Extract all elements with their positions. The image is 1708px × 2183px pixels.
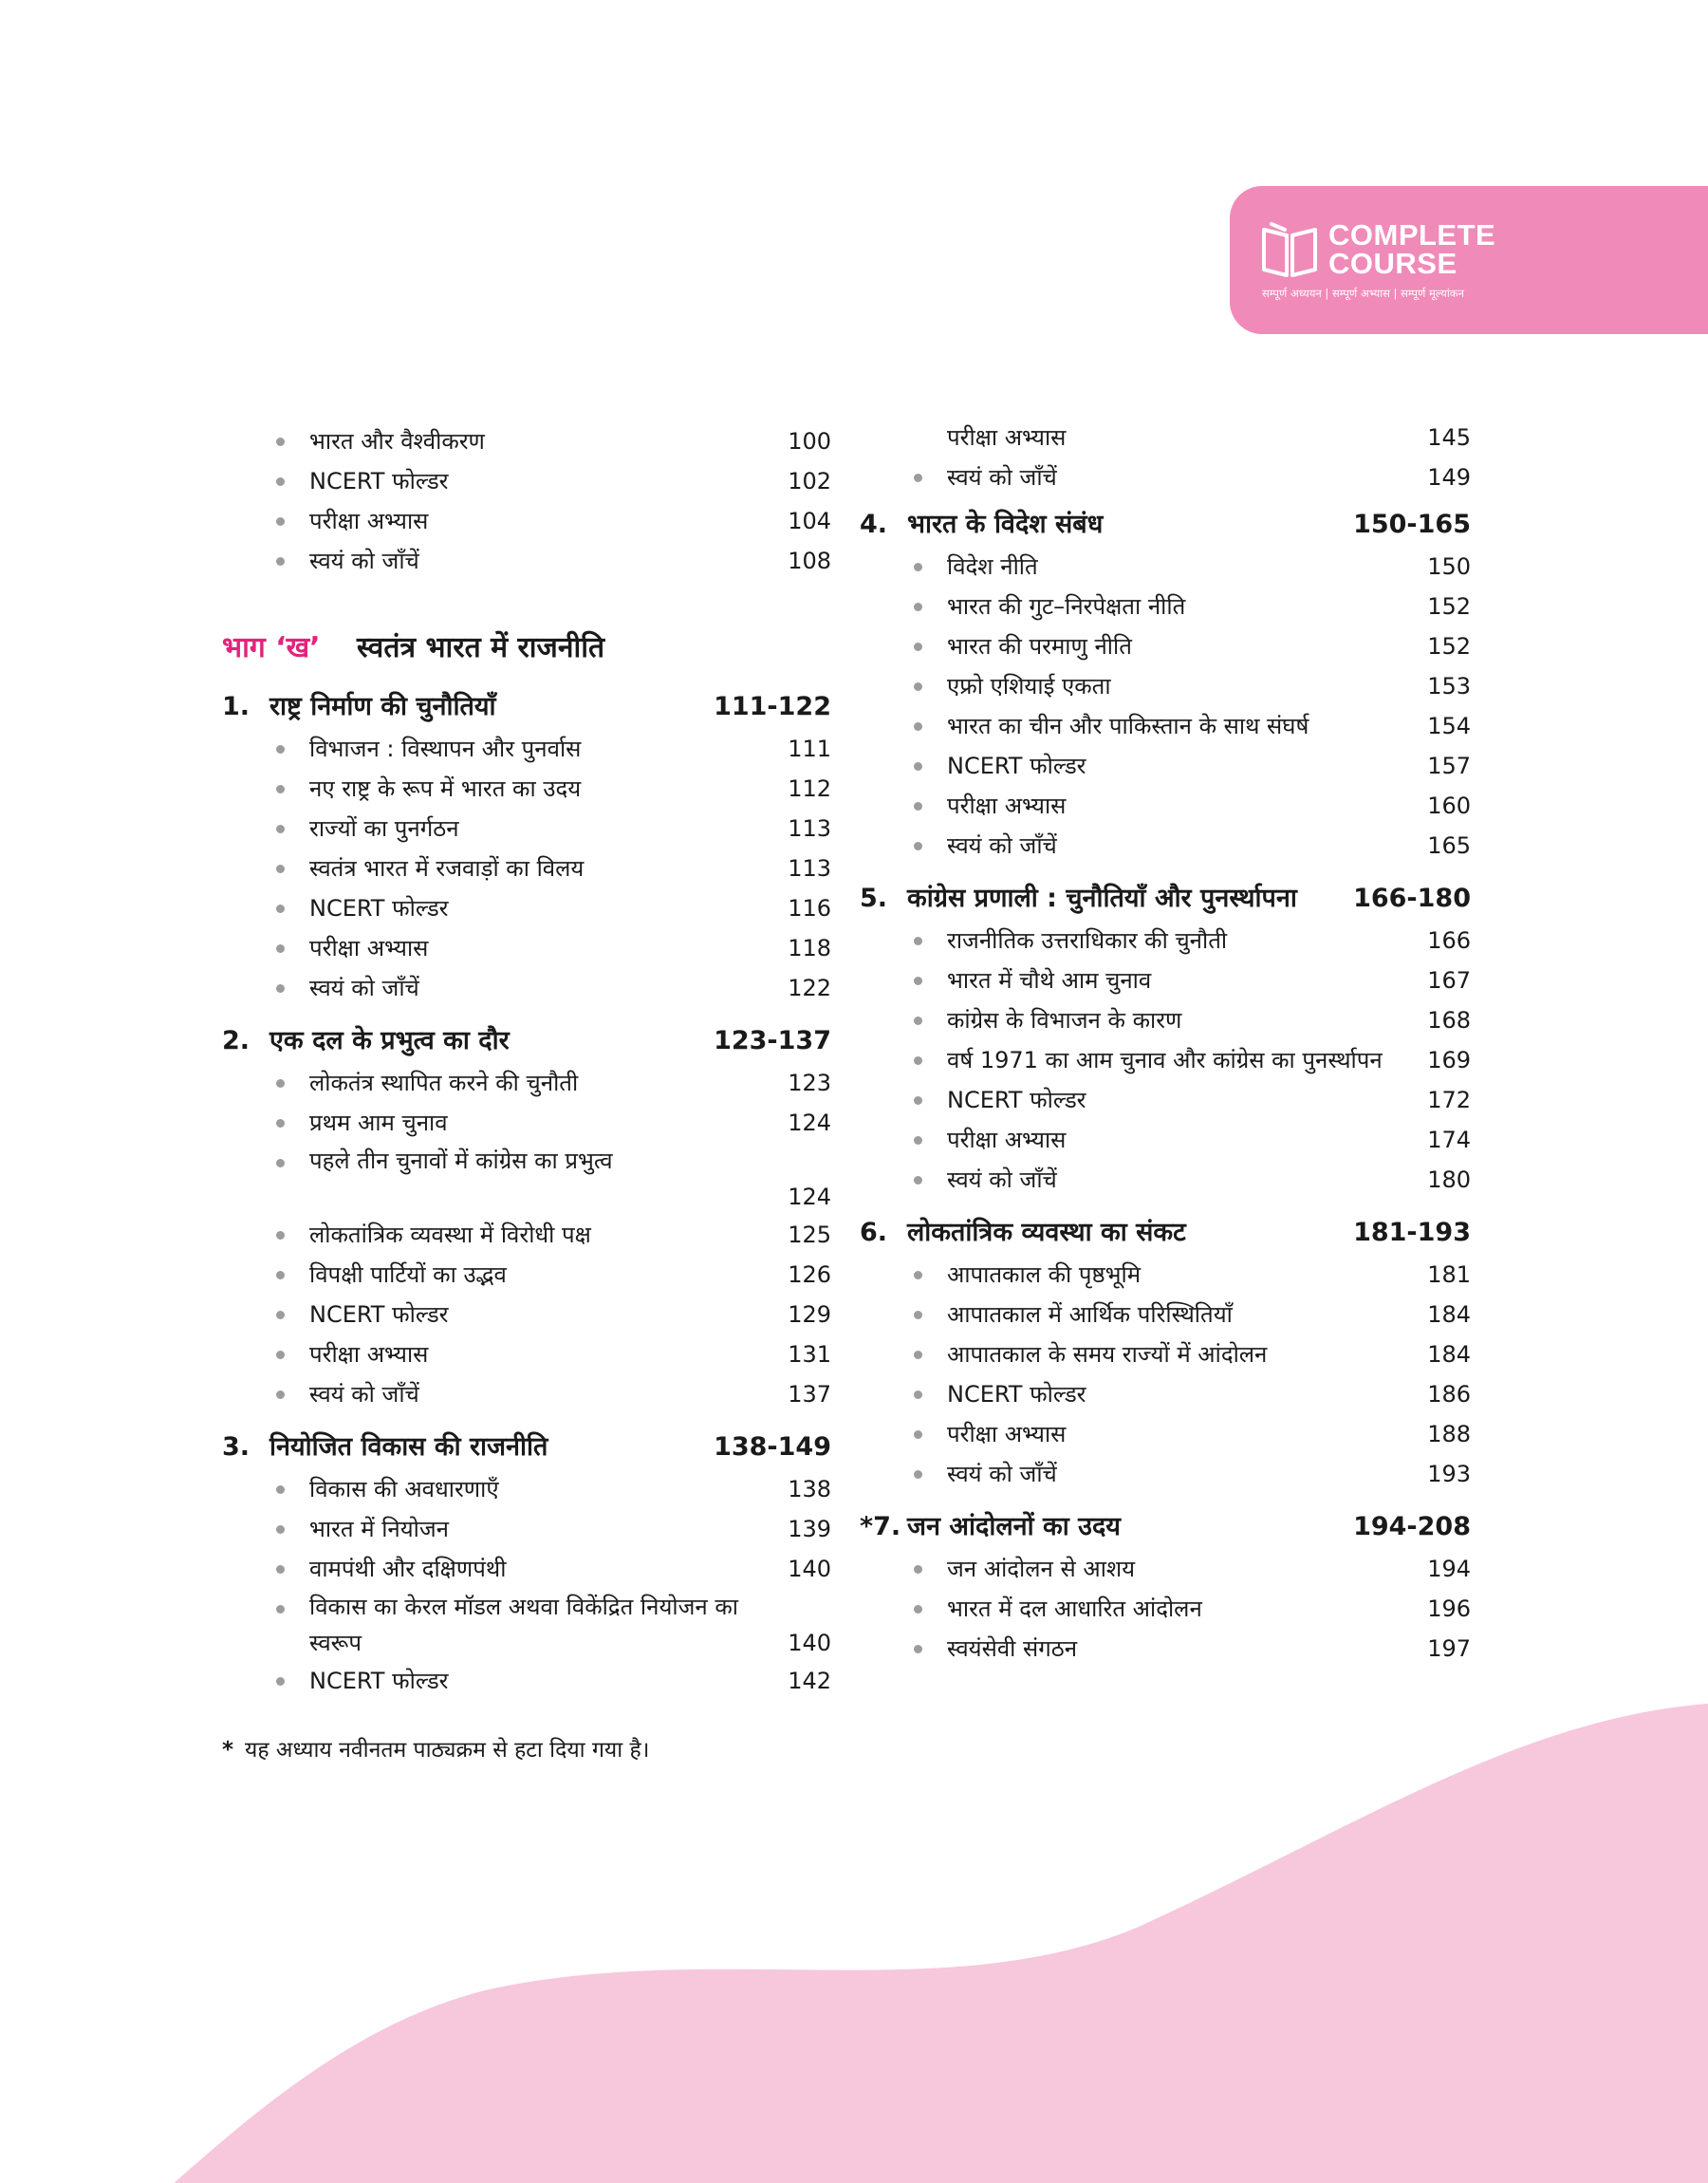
toc-entry[interactable] [860, 1589, 1471, 1629]
bullet-icon [914, 762, 922, 771]
toc-entry[interactable] [860, 921, 1471, 961]
toc-entry[interactable] [222, 849, 831, 888]
chapter-title: एक दल के प्रभुत्व का दौर [269, 1026, 510, 1055]
toc-entry[interactable] [222, 888, 831, 928]
toc-entry-page: 174 [1427, 1127, 1471, 1153]
toc-entry-label: विभाजन : विस्थापन और पुनर्वास [309, 736, 582, 762]
toc-entry-page: 111 [788, 736, 831, 762]
toc-entry-label: NCERT फोल्डर [947, 1381, 1086, 1408]
toc-entry[interactable] [222, 1549, 831, 1589]
bullet-icon [914, 937, 922, 945]
toc-entry[interactable] [222, 729, 831, 769]
toc-entry-label: NCERT फोल्डर [947, 1087, 1086, 1113]
toc-entry[interactable] [860, 1334, 1471, 1374]
complete-course-logo [1230, 186, 1708, 334]
toc-entry-page: 169 [1427, 1047, 1471, 1073]
toc-entry[interactable] [222, 1295, 831, 1334]
chapter-page-range: 111-122 [714, 692, 831, 721]
toc-entry-page: 142 [788, 1668, 831, 1694]
toc-entry-page: 123 [788, 1070, 831, 1096]
bullet-icon [914, 1351, 922, 1359]
toc-entry[interactable] [222, 461, 831, 501]
toc-entry-label: स्वतंत्र भारत में रजवाड़ों का विलय [309, 855, 585, 882]
toc-entry[interactable] [222, 541, 831, 581]
toc-entry-page: 160 [1427, 793, 1471, 819]
chapter-number: 1. [222, 692, 251, 721]
toc-entry-page: 181 [1427, 1261, 1471, 1288]
open-book-icon [1260, 220, 1319, 277]
bullet-icon [914, 682, 922, 691]
toc-entry[interactable] [860, 1255, 1471, 1295]
bullet-icon [276, 1390, 285, 1399]
chapter-title: लोकतांत्रिक व्यवस्था का संकट [907, 1218, 1186, 1247]
toc-entry-label: स्वयं को जाँचें [947, 832, 1057, 859]
bullet-icon [276, 865, 285, 873]
bullet-icon [276, 944, 285, 953]
bullet-icon [914, 1176, 922, 1185]
section-title: स्वतंत्र भारत में राजनीति [357, 631, 605, 664]
chapter-page-range: 150-165 [1353, 510, 1471, 539]
toc-entry-label: भारत में नियोजन [309, 1516, 449, 1542]
toc-entry-page: 126 [788, 1261, 831, 1288]
section-part-label: भाग ‘ख’ [222, 631, 321, 664]
bullet-icon [914, 603, 922, 611]
toc-entry-label: स्वयं को जाँचें [947, 464, 1057, 491]
bullet-icon [276, 1525, 285, 1534]
bullet-icon [276, 1119, 285, 1128]
chapter-title: राष्ट्र निर्माण की चुनौतियाँ [269, 692, 496, 721]
bullet-icon [276, 1159, 285, 1167]
toc-entry[interactable] [222, 1063, 831, 1103]
toc-entry-page: 122 [788, 975, 831, 1001]
toc-entry[interactable] [860, 1040, 1471, 1080]
toc-entry[interactable] [222, 1589, 831, 1661]
toc-entry-label: भारत की परमाणु नीति [947, 633, 1132, 660]
toc-entry-label: लोकतंत्र स्थापित करने की चुनौती [309, 1070, 579, 1096]
bullet-icon [276, 477, 285, 486]
bullet-icon [914, 1645, 922, 1653]
chapter-heading[interactable] [860, 1211, 1471, 1255]
toc-entry-label: परीक्षा अभ्यास [947, 793, 1067, 819]
chapter-page-range: 138-149 [714, 1432, 831, 1462]
toc-entry[interactable] [860, 418, 1471, 457]
toc-entry-label: प्रथम आम चुनाव [309, 1110, 448, 1136]
bullet-icon [276, 1485, 285, 1494]
toc-entry[interactable] [222, 1215, 831, 1255]
toc-entry-label: आपातकाल में आर्थिक परिस्थितियाँ [947, 1301, 1233, 1328]
toc-entry-page: 152 [1427, 633, 1471, 660]
footnote-text: यह अध्याय नवीनतम पाठ्यक्रम से हटा दिया गया है। [245, 1738, 650, 1763]
bullet-icon [914, 563, 922, 571]
bullet-icon [276, 1605, 285, 1614]
toc-entry-page: 194 [1427, 1556, 1471, 1582]
bullet-icon [914, 1605, 922, 1614]
toc-entry-page: 125 [788, 1222, 831, 1248]
toc-entry[interactable] [860, 457, 1471, 497]
toc-entry-page: 138 [788, 1476, 831, 1502]
toc-entry-label: NCERT फोल्डर [309, 468, 449, 494]
toc-entry[interactable] [860, 587, 1471, 626]
logo-line-2: COURSE [1328, 247, 1457, 280]
toc-entry-page: 166 [1427, 927, 1471, 954]
bullet-icon [914, 1430, 922, 1439]
toc-entry-page: 102 [788, 468, 831, 494]
toc-entry-page: 193 [1427, 1461, 1471, 1487]
chapter-number: 2. [222, 1026, 251, 1055]
toc-entry[interactable] [222, 421, 831, 461]
bullet-icon [276, 1311, 285, 1319]
chapter-page-range: 181-193 [1353, 1218, 1471, 1247]
toc-entry-page: 124 [788, 1110, 831, 1136]
toc-entry-page: 196 [1427, 1595, 1471, 1622]
bullet-icon [914, 474, 922, 482]
bullet-icon [276, 1677, 285, 1686]
bullet-icon [276, 785, 285, 793]
toc-entry-page: 140 [788, 1630, 831, 1656]
toc-entry-label: आपातकाल के समय राज्यों में आंदोलन [947, 1341, 1268, 1368]
toc-entry-label: NCERT फोल्डर [947, 753, 1086, 779]
toc-entry-page: 172 [1427, 1087, 1471, 1113]
toc-entry-page: 116 [788, 895, 831, 922]
bullet-icon [914, 1565, 922, 1574]
toc-entry-label: विकास का केरल मॉडल अथवा विकेंद्रित नियोजन का स्वरूप [309, 1594, 738, 1656]
toc-entry-label: भारत में चौथे आम चुनाव [947, 967, 1152, 994]
toc-entry-label: कांग्रेस के विभाजन के कारण [947, 1007, 1182, 1034]
bullet-icon [914, 1096, 922, 1105]
bullet-icon [276, 984, 285, 993]
toc-entry[interactable] [860, 666, 1471, 706]
toc-entry-page: 124 [788, 1184, 831, 1210]
toc-entry-label: NCERT फोल्डर [309, 1301, 449, 1328]
toc-entry[interactable] [860, 1414, 1471, 1454]
toc-entry-page: 184 [1427, 1341, 1471, 1368]
toc-entry-label: स्वयं को जाँचें [947, 1166, 1057, 1193]
chapter-number: 6. [860, 1218, 888, 1247]
toc-right-column [860, 418, 1471, 1669]
bullet-icon [276, 1231, 285, 1240]
toc-entry-page: 118 [788, 935, 831, 961]
toc-entry[interactable] [222, 1255, 831, 1295]
toc-entry-label: परीक्षा अभ्यास [947, 1421, 1067, 1447]
toc-entry-label: जन आंदोलन से आशय [947, 1556, 1136, 1582]
toc-entry-page: 131 [788, 1341, 831, 1368]
toc-entry[interactable] [860, 547, 1471, 587]
bullet-icon [276, 557, 285, 566]
toc-entry[interactable] [860, 706, 1471, 746]
toc-entry-page: 188 [1427, 1421, 1471, 1447]
bullet-icon [276, 1271, 285, 1279]
toc-entry-page: 104 [788, 508, 831, 534]
toc-entry-label: भारत का चीन और पाकिस्तान के साथ संघर्ष [947, 713, 1309, 739]
chapter-title: नियोजित विकास की राजनीति [269, 1432, 548, 1462]
toc-entry[interactable] [860, 1120, 1471, 1160]
toc-entry-label: परीक्षा अभ्यास [309, 935, 429, 961]
toc-entry-page: 197 [1427, 1635, 1471, 1662]
toc-entry-page: 168 [1427, 1007, 1471, 1034]
toc-entry-page: 157 [1427, 753, 1471, 779]
toc-entry-page: 152 [1427, 593, 1471, 620]
toc-entry[interactable] [222, 809, 831, 849]
toc-entry[interactable] [860, 1549, 1471, 1589]
toc-entry[interactable] [860, 1000, 1471, 1040]
bullet-icon [276, 905, 285, 913]
toc-entry-page: 184 [1427, 1301, 1471, 1328]
bullet-icon [276, 517, 285, 526]
chapter-page-range: 123-137 [714, 1026, 831, 1055]
toc-entry[interactable] [222, 1469, 831, 1509]
toc-entry-label: भारत में दल आधारित आंदोलन [947, 1595, 1202, 1622]
chapter-number: 4. [860, 510, 888, 539]
toc-entry-label: भारत की गुट–निरपेक्षता नीति [947, 593, 1186, 620]
toc-entry-label: राज्यों का पुनर्गठन [309, 815, 459, 842]
toc-entry-page: 186 [1427, 1381, 1471, 1408]
logo-tagline: सम्पूर्ण अध्ययन | सम्पूर्ण अभ्यास | सम्पूर्ण मूल्यांकन [1262, 287, 1465, 300]
toc-entry-page: 165 [1427, 832, 1471, 859]
bullet-icon [914, 1390, 922, 1399]
bullet-icon [276, 1351, 285, 1359]
bullet-icon [914, 977, 922, 985]
chapter-heading[interactable] [222, 1019, 831, 1063]
toc-entry[interactable] [860, 826, 1471, 866]
toc-entry-page: 154 [1427, 713, 1471, 739]
toc-entry-label: भारत और वैश्वीकरण [309, 428, 485, 455]
toc-entry[interactable] [860, 1295, 1471, 1334]
toc-entry[interactable] [222, 1334, 831, 1374]
toc-entry-label: विकास की अवधारणाएँ [309, 1476, 499, 1502]
bullet-icon [276, 745, 285, 754]
bullet-icon [914, 1136, 922, 1145]
toc-entry[interactable] [222, 928, 831, 968]
toc-entry-label: NCERT फोल्डर [309, 895, 449, 922]
footnote-mark: * [222, 1738, 234, 1763]
toc-entry[interactable] [222, 1509, 831, 1549]
bullet-icon [914, 1271, 922, 1279]
toc-entry-label: पहले तीन चुनावों में कांग्रेस का प्रभुत्व [309, 1147, 613, 1174]
toc-entry-label: परीक्षा अभ्यास [947, 424, 1067, 451]
toc-entry-label: विपक्षी पार्टियों का उद्भव [309, 1261, 507, 1288]
toc-entry-label: NCERT फोल्डर [309, 1668, 449, 1694]
footnote [222, 1733, 649, 1763]
bullet-icon [276, 438, 285, 446]
toc-entry-label: आपातकाल की पृष्ठभूमि [947, 1261, 1142, 1288]
toc-entry[interactable] [222, 769, 831, 809]
toc-entry-page: 113 [788, 855, 831, 882]
bullet-icon [914, 842, 922, 850]
chapter-heading[interactable] [860, 877, 1471, 921]
toc-entry-label: परीक्षा अभ्यास [309, 508, 429, 534]
toc-entry[interactable] [222, 501, 831, 541]
toc-entry-page: 167 [1427, 967, 1471, 994]
chapter-page-range: 166-180 [1353, 884, 1471, 913]
toc-entry-label: विदेश नीति [947, 553, 1038, 580]
toc-entry[interactable] [860, 626, 1471, 666]
toc-entry-label: स्वयंसेवी संगठन [947, 1635, 1078, 1662]
toc-entry[interactable] [222, 968, 831, 1008]
bullet-icon [914, 1311, 922, 1319]
toc-entry-page: 113 [788, 815, 831, 842]
bullet-icon [914, 802, 922, 811]
toc-entry[interactable] [860, 1080, 1471, 1120]
toc-entry-page: 149 [1427, 464, 1471, 491]
toc-entry-page: 100 [788, 428, 831, 455]
bullet-icon [914, 1017, 922, 1025]
toc-entry-label: वामपंथी और दक्षिणपंथी [309, 1556, 507, 1582]
toc-entry-page: 137 [788, 1381, 831, 1408]
toc-entry[interactable] [860, 1629, 1471, 1669]
chapter-heading[interactable] [860, 1505, 1471, 1549]
toc-entry-page: 180 [1427, 1166, 1471, 1193]
toc-left-column [222, 421, 831, 1701]
bullet-icon [276, 1565, 285, 1574]
toc-entry[interactable] [222, 1103, 831, 1143]
chapter-number: 5. [860, 884, 888, 913]
toc-entry-label: स्वयं को जाँचें [309, 1381, 419, 1408]
toc-entry-label: परीक्षा अभ्यास [309, 1341, 429, 1368]
bullet-icon [914, 1470, 922, 1479]
chapter-title: भारत के विदेश संबंध [907, 510, 1104, 539]
chapter-page-range: 194-208 [1353, 1512, 1471, 1541]
toc-entry-label: राजनीतिक उत्तराधिकार की चुनौती [947, 927, 1228, 954]
chapter-heading[interactable] [860, 503, 1471, 547]
chapter-title: कांग्रेस प्रणाली : चुनौतियाँ और पुनर्स्थापना [907, 884, 1297, 913]
toc-entry[interactable] [222, 1143, 831, 1215]
toc-entry-page: 145 [1427, 424, 1471, 451]
toc-entry-page: 139 [788, 1516, 831, 1542]
toc-entry[interactable] [222, 1374, 831, 1414]
logo-line-1: COMPLETE [1328, 218, 1496, 252]
toc-entry[interactable] [222, 1661, 831, 1701]
toc-entry-label: स्वयं को जाँचें [309, 548, 419, 574]
bullet-icon [914, 722, 922, 731]
chapter-heading[interactable] [222, 685, 831, 729]
chapter-heading[interactable] [222, 1426, 831, 1469]
bullet-icon [914, 643, 922, 651]
toc-entry-label: स्वयं को जाँचें [947, 1461, 1057, 1487]
toc-entry[interactable] [860, 746, 1471, 786]
section-heading [222, 621, 831, 680]
bullet-icon [276, 825, 285, 833]
toc-entry-page: 153 [1427, 673, 1471, 700]
toc-entry[interactable] [860, 961, 1471, 1000]
toc-entry-page: 129 [788, 1301, 831, 1328]
toc-entry-label: लोकतांत्रिक व्यवस्था में विरोधी पक्ष [309, 1222, 591, 1248]
toc-entry[interactable] [860, 786, 1471, 826]
toc-entry-label: परीक्षा अभ्यास [947, 1127, 1067, 1153]
bullet-icon [276, 1079, 285, 1088]
toc-entry-label: एफ्रो एशियाई एकता [947, 673, 1111, 700]
chapter-title: जन आंदोलनों का उदय [907, 1512, 1121, 1541]
toc-entry-page: 140 [788, 1556, 831, 1582]
bullet-icon [914, 1056, 922, 1065]
toc-entry[interactable] [860, 1374, 1471, 1414]
toc-entry-label: नए राष्ट्र के रूप में भारत का उदय [309, 775, 582, 802]
toc-entry-page: 150 [1427, 553, 1471, 580]
toc-entry[interactable] [860, 1454, 1471, 1494]
toc-entry-label: वर्ष 1971 का आम चुनाव और कांग्रेस का पुनर्स्थापन [947, 1047, 1383, 1073]
toc-entry-label: स्वयं को जाँचें [309, 975, 419, 1001]
toc-entry-page: 108 [788, 548, 831, 574]
toc-entry-page: 112 [788, 775, 831, 802]
chapter-number: 3. [222, 1432, 251, 1462]
toc-entry[interactable] [860, 1160, 1471, 1200]
chapter-number: *7. [860, 1512, 901, 1541]
